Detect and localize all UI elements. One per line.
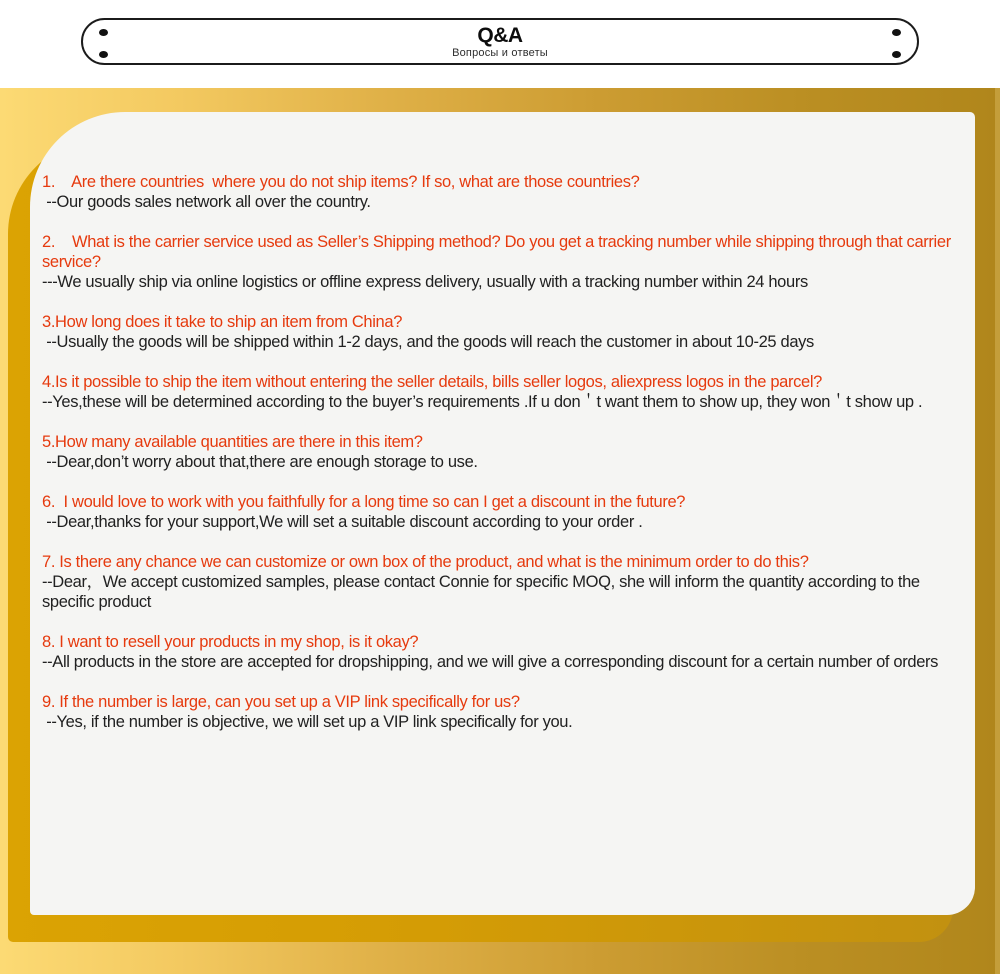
question-text: 4.Is it possible to ship the item without entering the seller details, bills seller logos, aliexpress logos in the parcel? bbox=[42, 373, 822, 391]
qa-item bbox=[42, 372, 961, 412]
question-text: 9. If the number is large, can you set up a VIP link specifically for us? bbox=[42, 693, 520, 711]
answer-text: --Dear，We accept customized samples, please contact Connie for specific MOQ, she will inform the quantity according to the specific product bbox=[42, 573, 924, 611]
rivet-dot-icon bbox=[99, 29, 108, 36]
question-text: 8. I want to resell your products in my shop, is it okay? bbox=[42, 633, 419, 651]
qa-list bbox=[30, 112, 975, 732]
question-text: 7. Is there any chance we can customize or own box of the product, and what is the minimum order to do this? bbox=[42, 553, 809, 571]
answer-text: ---We usually ship via online logistics or offline express delivery, usually with a tracking number within 24 hours bbox=[42, 273, 808, 291]
qa-item bbox=[42, 692, 961, 732]
question-text: 1. Are there countries where you do not ship items? If so, what are those countries? bbox=[42, 173, 640, 191]
page-subtitle: Вопросы и ответы bbox=[452, 46, 548, 59]
question-text: 6. I would love to work with you faithfully for a long time so can I get a discount in the future? bbox=[42, 493, 686, 511]
qa-card bbox=[30, 112, 975, 915]
answer-text: --Our goods sales network all over the country. bbox=[42, 193, 371, 211]
rivet-dot-icon bbox=[892, 29, 901, 36]
gold-background bbox=[0, 88, 1000, 974]
qa-item bbox=[42, 432, 961, 472]
header bbox=[0, 0, 1000, 88]
qa-item bbox=[42, 172, 961, 212]
answer-text: --Dear,thanks for your support,We will set a suitable discount according to your order . bbox=[42, 513, 643, 531]
question-text: 2. What is the carrier service used as Seller’s Shipping method? Do you get a tracking number while shipping through that carrier service? bbox=[42, 233, 956, 271]
answer-text: --All products in the store are accepted for dropshipping, and we will give a corresponding discount for a certain number of orders bbox=[42, 653, 939, 671]
qa-item bbox=[42, 552, 961, 612]
answer-text: --Yes, if the number is objective, we will set up a VIP link specifically for you. bbox=[42, 713, 573, 731]
qa-item bbox=[42, 232, 961, 292]
answer-text: --Dear,don’t worry about that,there are enough storage to use. bbox=[42, 453, 478, 471]
qa-item bbox=[42, 632, 961, 672]
rivet-dot-icon bbox=[892, 51, 901, 58]
rivet-dot-icon bbox=[99, 51, 108, 58]
answer-text: --Usually the goods will be shipped within 1-2 days, and the goods will reach the customer in about 10-25 days bbox=[42, 333, 814, 351]
page-title: Q&A bbox=[477, 23, 523, 47]
question-text: 3.How long does it take to ship an item from China? bbox=[42, 313, 403, 331]
answer-text: --Yes,these will be determined according to the buyer’s requirements .If u don＇t want them to show up, they won＇t show up . bbox=[42, 393, 923, 411]
qa-item bbox=[42, 312, 961, 352]
question-text: 5.How many available quantities are there in this item? bbox=[42, 433, 423, 451]
qa-item bbox=[42, 492, 961, 532]
qa-header-pill bbox=[81, 18, 919, 65]
